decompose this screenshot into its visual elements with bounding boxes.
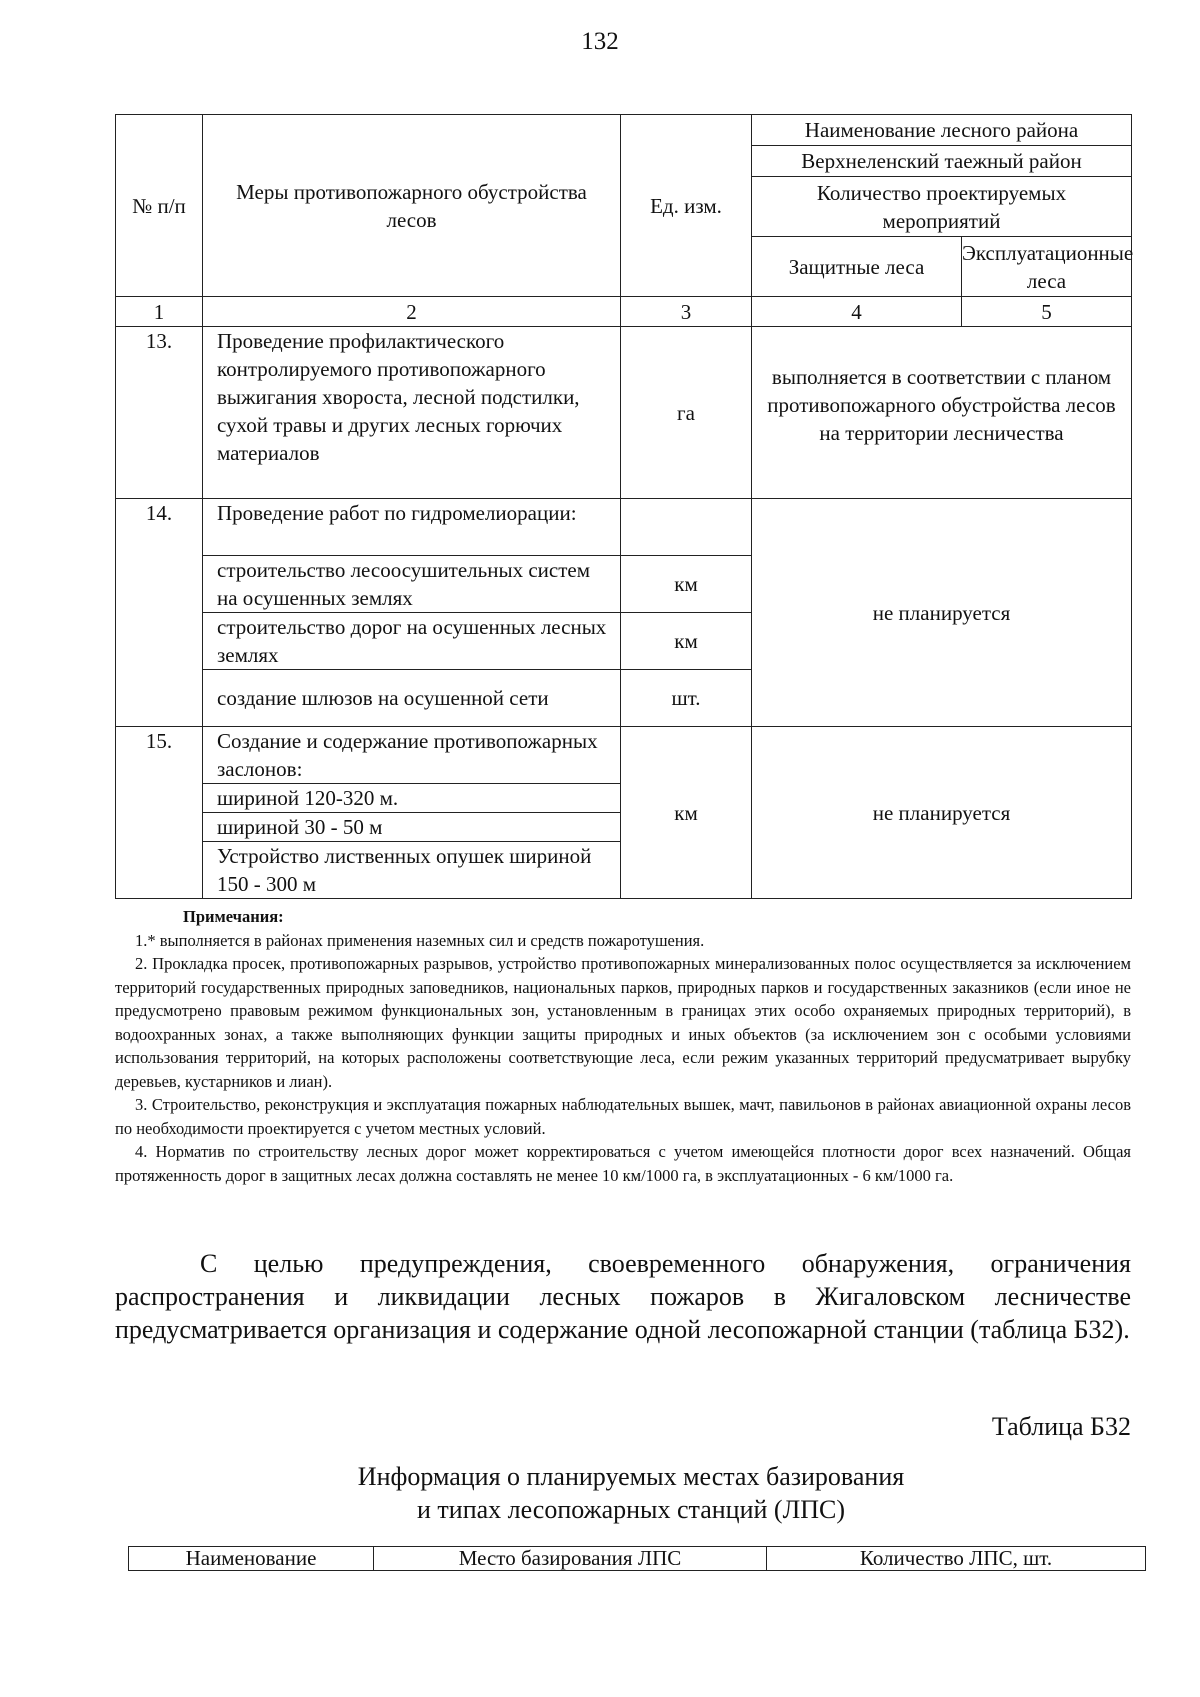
row14-sub-measure: создание шлюзов на осушенной сети	[203, 670, 621, 727]
header-operational-forests: Эксплуатационные леса	[962, 237, 1132, 297]
row13-measure: Проведение профилактического контролируемого противопожарного выжигания хвороста, лесной подстилки, сухой травы и других лесных горючих материалов	[203, 327, 621, 499]
row15-num: 15.	[116, 727, 203, 899]
fire-stations-table	[128, 1546, 1146, 1571]
table-title	[0, 1460, 1200, 1526]
note-item: 3. Строительство, реконструкция и эксплуатация пожарных наблюдательных вышек, мачт, павильонов в районах авиационной охраны лесов по необходимости проектируется с учетом местных условий.	[115, 1095, 1131, 1138]
row14-unit-empty	[621, 499, 752, 556]
note-item: 1.* выполняется в районах применения наземных сил и средств пожаротушения.	[135, 930, 705, 950]
header-col-num: № п/п	[116, 115, 203, 297]
page-number: 132	[581, 28, 619, 55]
note-item: 4. Норматив по строительству лесных дорог может корректироваться с учетом имеющейся плотности дорог всех назначений. Общая протяженность дорог в защитных лесах должна составлять не менее 10 км/1000 га, в эксплуатационных - 6 км/1000 га.	[115, 1142, 1131, 1185]
row14-sub-measure: строительство дорог на осушенных лесных землях	[203, 613, 621, 670]
row14-sub-unit: км	[621, 556, 752, 613]
row15-measure: Создание и содержание противопожарных заслонов:	[203, 727, 621, 784]
row14-measure: Проведение работ по гидромелиорации:	[203, 499, 621, 556]
row14-sub-measure: строительство лесоосушительных систем на осушенных землях	[203, 556, 621, 613]
body-paragraph	[115, 1247, 1131, 1346]
row14-sub-unit: шт.	[621, 670, 752, 727]
col-number-4: 4	[752, 297, 962, 327]
row13-unit: га	[621, 327, 752, 499]
note-item: 2. Прокладка просек, противопожарных разрывов, устройство противопожарных минерализованных полос осуществляется за исключением территорий государственных природных заповедников, национальных парков, природных парков и государственных заказников (если иное не предусмотрено правовым режимом функциональных зон, установленным в границах этих особо охраняемых природных территорий), в водоохранных зонах, а также выполняющих функции защиты природных и иных объектов (за исключением зон с особыми условиями использования территорий, на которых расположены соответствующие леса, если режим указанных территорий предусматривает вырубку деревьев, кустарников и лиан).	[115, 954, 1131, 1091]
header-protective-forests: Защитные леса	[752, 237, 962, 297]
header-col-unit: Ед. изм.	[621, 115, 752, 297]
row13-value: выполняется в соответствии с планом противопожарного обустройства лесов на территории лесничества	[752, 327, 1132, 499]
table-title-line: Информация о планируемых местах базирования	[357, 1462, 905, 1491]
col-number-2: 2	[203, 297, 621, 327]
col-number-3: 3	[621, 297, 752, 327]
header-forest-area-name: Верхнеленский таежный район	[752, 146, 1132, 177]
fire-measures-table	[115, 114, 1132, 899]
row14-value: не планируется	[752, 499, 1132, 727]
row13-num: 13.	[116, 327, 203, 499]
row15-sub-measure: Устройство лиственных опушек шириной 150 - 300 м	[203, 842, 621, 899]
col-number-1: 1	[116, 297, 203, 327]
row15-value: не планируется	[752, 727, 1132, 899]
row15-sub-measure: шириной 120-320 м.	[203, 784, 621, 813]
col-number-5: 5	[962, 297, 1132, 327]
row15-sub-measure: шириной 30 - 50 м	[203, 813, 621, 842]
row15-unit: км	[621, 727, 752, 899]
notes-title: Примечания:	[183, 907, 284, 926]
t2-header-count: Количество ЛПС, шт.	[767, 1547, 1146, 1571]
row14-num: 14.	[116, 499, 203, 727]
t2-header-location: Место базирования ЛПС	[374, 1547, 767, 1571]
header-forest-area-label: Наименование лесного района	[752, 115, 1132, 146]
table-label: Таблица Б32	[991, 1412, 1131, 1441]
t2-header-name: Наименование	[129, 1547, 374, 1571]
header-quantity-label: Количество проектируемых мероприятий	[752, 177, 1132, 237]
notes	[115, 905, 1131, 1187]
table-title-line: и типах лесопожарных станций (ЛПС)	[417, 1495, 845, 1524]
body-paragraph-text: С целью предупреждения, своевременного обнаружения, ограничения распространения и ликвидации лесных пожаров в Жигаловском лесничестве предусматривается организация и содержание одной лесопожарной станции (таблица Б32).	[115, 1249, 1131, 1344]
header-col-measure: Меры противопожарного обустройства лесов	[203, 115, 621, 297]
row14-sub-unit: км	[621, 613, 752, 670]
